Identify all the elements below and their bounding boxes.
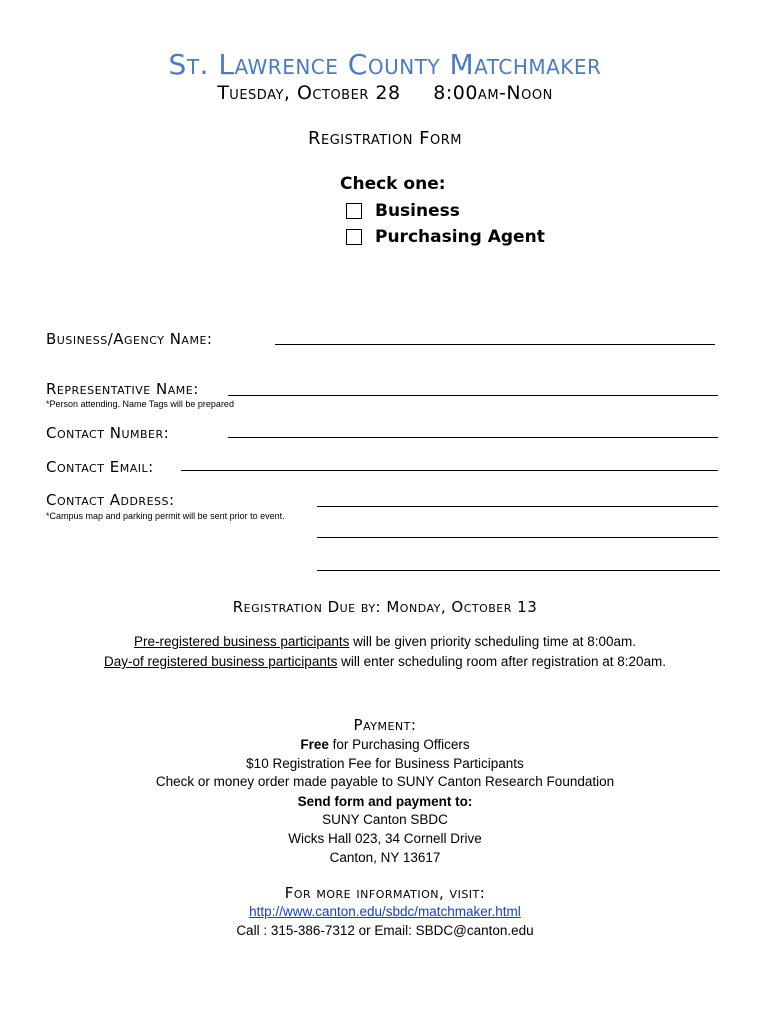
option-business[interactable]: [346, 198, 545, 224]
pre-registered-underlined: Pre-registered business participants: [134, 634, 350, 649]
contact-email-label: Contact Email:: [46, 458, 154, 476]
payment-heading: Payment:: [353, 716, 417, 734]
representative-note: *Person attending. Name Tags will be prepared: [46, 399, 234, 409]
contact-phone-email: Call : 315-386-7312 or Email: SBDC@canton.edu: [236, 923, 534, 938]
more-info-heading: For more information, visit:: [284, 884, 486, 902]
event-date-time: Tuesday, October 28 8:00am-Noon: [217, 82, 553, 104]
matchmaker-link[interactable]: http://www.canton.edu/sbdc/matchmaker.html: [249, 904, 521, 919]
representative-name-field[interactable]: [228, 395, 718, 396]
address-line-1: SUNY Canton SBDC: [322, 812, 448, 827]
day-of-underlined: Day-of registered business participants: [103, 654, 338, 669]
contact-address-field-line-3[interactable]: [317, 570, 720, 571]
contact-number-label: Contact Number:: [46, 424, 170, 442]
representative-name-label: Representative Name:: [46, 380, 199, 398]
check-one-heading: Check one:: [340, 174, 446, 194]
business-agency-name-label: Business/Agency Name:: [46, 330, 213, 348]
registration-due-heading: Registration Due by: Monday, October 13: [232, 598, 538, 616]
payment-fee: $10 Registration Fee for Business Participants: [246, 756, 524, 771]
purchasing-agent-checkbox[interactable]: [346, 229, 362, 245]
payment-free-line: [0, 735, 770, 755]
more-info-link-row: [0, 902, 770, 922]
page-title: St. Lawrence County Matchmaker: [168, 48, 602, 81]
option-purchasing-agent-label: Purchasing Agent: [375, 227, 545, 247]
option-purchasing-agent[interactable]: [346, 224, 545, 250]
payment-check-note: Check or money order made payable to SUNY Canton Research Foundation: [155, 774, 615, 789]
payment-free-bold: Free: [300, 737, 329, 752]
send-to-heading: Send form and payment to:: [297, 794, 473, 809]
form-title: Registration Form: [308, 128, 462, 149]
check-one-group: [340, 174, 545, 250]
address-line-2: Wicks Hall 023, 34 Cornell Drive: [288, 831, 482, 846]
contact-address-field-line-2[interactable]: [317, 537, 718, 538]
option-business-label: Business: [375, 201, 460, 221]
contact-address-field-line-1[interactable]: [317, 506, 718, 507]
contact-number-field[interactable]: [228, 437, 718, 438]
business-checkbox[interactable]: [346, 203, 362, 219]
day-of-registered-note: [0, 652, 770, 672]
pre-registered-rest: will be given priority scheduling time at 8:00am.: [349, 634, 636, 649]
day-of-rest: will enter scheduling room after registration at 8:20am.: [337, 654, 667, 669]
contact-address-label: Contact Address:: [46, 491, 175, 509]
payment-free-rest: for Purchasing Officers: [328, 737, 470, 752]
contact-email-field[interactable]: [181, 470, 718, 471]
pre-registered-note: [0, 632, 770, 652]
business-agency-name-field[interactable]: [275, 344, 715, 345]
contact-address-note: *Campus map and parking permit will be sent prior to event.: [46, 511, 285, 521]
address-line-3: Canton, NY 13617: [329, 850, 441, 865]
